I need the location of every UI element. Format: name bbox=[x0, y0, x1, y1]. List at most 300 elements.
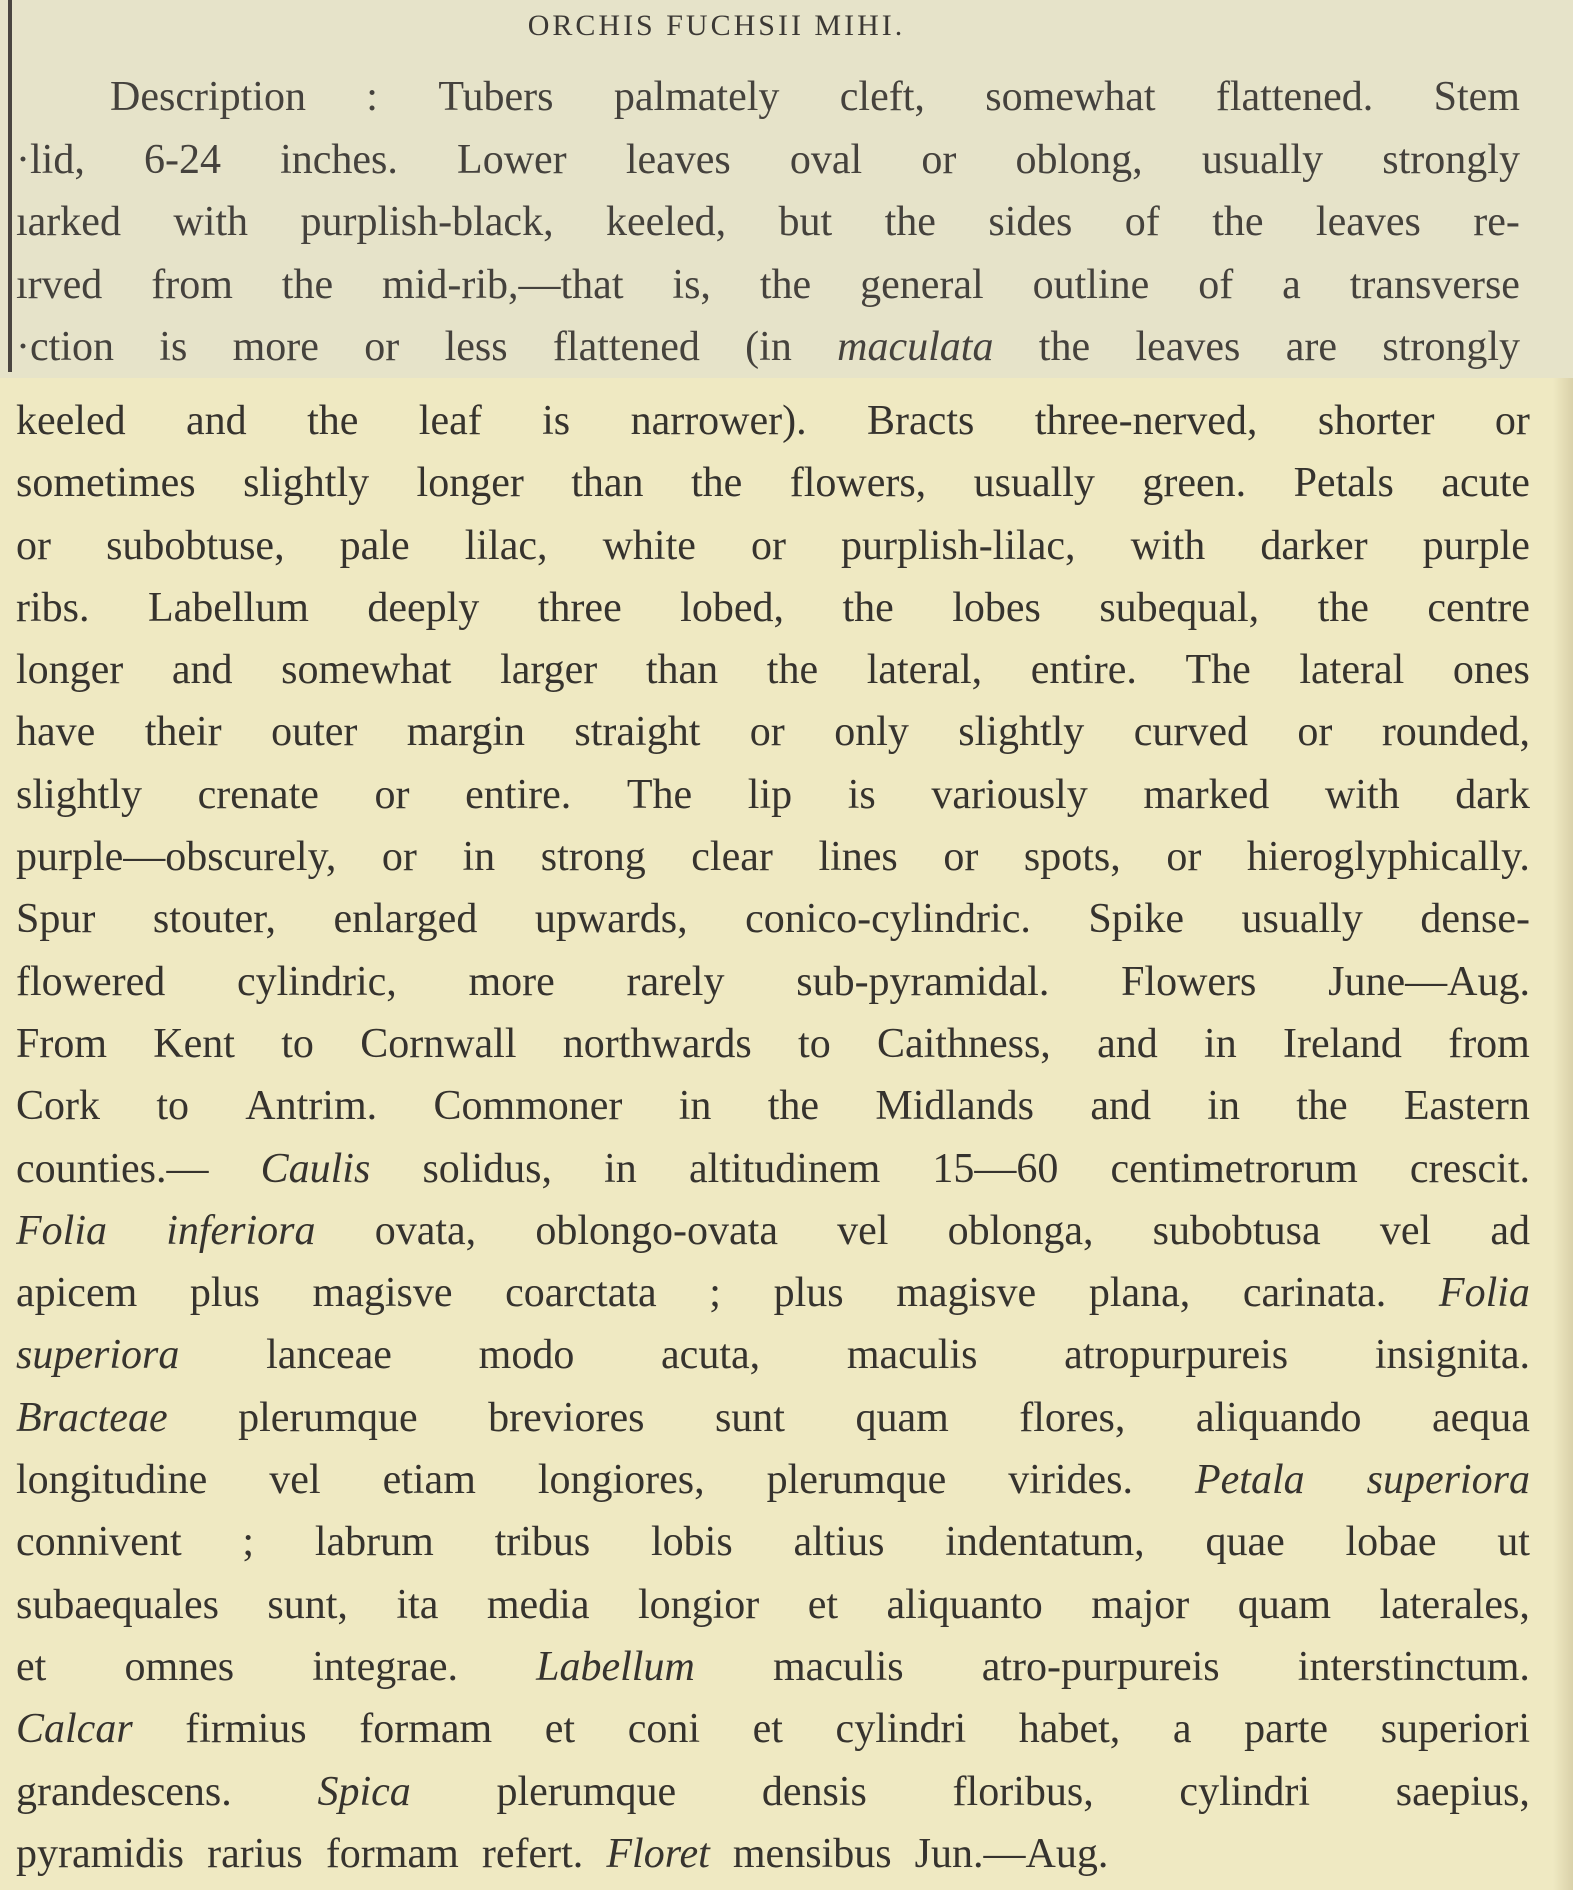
word: purplish-lilac, bbox=[841, 522, 1076, 569]
word: to bbox=[281, 1020, 314, 1067]
word: dark bbox=[1455, 771, 1530, 818]
word: Tubers bbox=[438, 74, 554, 120]
word: lanceae bbox=[266, 1332, 392, 1379]
word: the bbox=[307, 398, 359, 444]
word: subequal, bbox=[1099, 584, 1260, 631]
word: Commoner bbox=[433, 1083, 623, 1130]
word: flowered bbox=[16, 958, 166, 1005]
word: three-nerved, bbox=[1034, 398, 1258, 444]
word: crenate bbox=[197, 771, 319, 818]
word: the bbox=[884, 199, 936, 245]
word: labrum bbox=[314, 1519, 434, 1566]
word: hieroglyphically. bbox=[1246, 834, 1530, 881]
word: white bbox=[602, 522, 696, 569]
word: Antrim. bbox=[245, 1083, 378, 1130]
word: usually bbox=[973, 460, 1095, 507]
description-paragraph-top bbox=[16, 66, 1520, 379]
word: leaves bbox=[1315, 199, 1421, 245]
word: dense- bbox=[1420, 896, 1530, 943]
word: Cork bbox=[16, 1083, 100, 1130]
word: with bbox=[1324, 771, 1400, 818]
word: Cornwall bbox=[360, 1020, 517, 1067]
word: strong bbox=[540, 834, 646, 881]
word: ırved bbox=[16, 261, 103, 308]
text-line bbox=[16, 701, 1530, 763]
word: atro-purpureis bbox=[981, 1643, 1220, 1690]
word: Lower bbox=[457, 136, 567, 183]
word: From bbox=[16, 1020, 108, 1067]
word: flattened. bbox=[1215, 74, 1374, 120]
italic-word: Spica bbox=[317, 1768, 411, 1815]
word: narrower). bbox=[630, 398, 807, 444]
word: less bbox=[444, 324, 508, 370]
word: flattened bbox=[552, 324, 700, 370]
word: ovata, bbox=[374, 1207, 477, 1254]
word: oval bbox=[789, 136, 863, 183]
text-line bbox=[16, 826, 1530, 888]
word: aliquanto bbox=[886, 1581, 1043, 1628]
word: upwards, bbox=[534, 896, 688, 943]
italic-word: superiora bbox=[1366, 1457, 1530, 1504]
word: altius bbox=[793, 1519, 885, 1566]
text-line bbox=[16, 66, 1520, 129]
text-line bbox=[16, 515, 1530, 577]
word: slightly bbox=[958, 709, 1085, 756]
word: acute bbox=[1441, 460, 1530, 507]
word: lateral, bbox=[866, 647, 983, 694]
word: cylindric, bbox=[237, 958, 397, 1005]
word: ones bbox=[1452, 647, 1530, 694]
word: firmius bbox=[185, 1706, 307, 1753]
word: grandescens. bbox=[16, 1768, 232, 1815]
word: only bbox=[834, 709, 909, 756]
word: or bbox=[750, 522, 786, 569]
word: breviores bbox=[488, 1394, 645, 1441]
word: quam bbox=[1237, 1581, 1332, 1628]
word: purplish-black, bbox=[300, 199, 554, 245]
text-line bbox=[16, 1200, 1530, 1262]
word: or bbox=[374, 771, 410, 818]
italic-word: superiora bbox=[16, 1332, 180, 1379]
word: outer bbox=[271, 709, 358, 756]
word: longior bbox=[637, 1581, 760, 1628]
word: three bbox=[537, 584, 622, 631]
word: somewhat bbox=[985, 74, 1156, 120]
word: ad bbox=[1490, 1207, 1530, 1254]
word: carinata. bbox=[1242, 1270, 1387, 1317]
word: aequa bbox=[1431, 1394, 1530, 1441]
word: subobtuse, bbox=[106, 522, 285, 569]
word: superiori bbox=[1380, 1706, 1530, 1753]
text-line bbox=[16, 1761, 1530, 1823]
word: northwards bbox=[562, 1020, 752, 1067]
word: conico-cylindric. bbox=[745, 896, 1031, 943]
italic-word: Floret bbox=[606, 1830, 710, 1877]
word: etiam bbox=[382, 1457, 476, 1504]
word: than bbox=[571, 460, 644, 507]
word: or bbox=[1494, 398, 1530, 444]
word: or bbox=[921, 136, 957, 183]
word: or bbox=[381, 834, 417, 881]
word: outline bbox=[1032, 261, 1150, 308]
text-line bbox=[16, 191, 1520, 254]
word: pale bbox=[339, 522, 410, 569]
word: quam bbox=[855, 1394, 949, 1441]
word: mensibus bbox=[732, 1830, 892, 1877]
text-line bbox=[16, 390, 1530, 452]
word: cylindri bbox=[835, 1706, 967, 1753]
word: the bbox=[759, 261, 812, 308]
text-line bbox=[16, 1698, 1530, 1760]
word: general bbox=[860, 261, 984, 308]
word: tribus bbox=[494, 1519, 591, 1566]
word: vel bbox=[837, 1207, 889, 1254]
italic-word: Bracteae bbox=[16, 1394, 168, 1441]
word: vel bbox=[269, 1457, 321, 1504]
word: maculis bbox=[846, 1332, 978, 1379]
word: darker bbox=[1260, 522, 1368, 569]
word: strongly bbox=[1382, 324, 1520, 370]
word: the bbox=[1212, 199, 1264, 245]
word: and bbox=[171, 647, 233, 694]
word: et bbox=[544, 1706, 576, 1753]
word: refert. bbox=[481, 1830, 584, 1877]
word: The bbox=[626, 771, 693, 818]
word: subobtusa bbox=[1152, 1207, 1321, 1254]
word: and bbox=[1090, 1083, 1151, 1130]
word: in bbox=[604, 1145, 637, 1192]
word: curved bbox=[1133, 709, 1248, 756]
word: integrae. bbox=[312, 1643, 458, 1690]
word: subaequales bbox=[16, 1581, 219, 1628]
word: in bbox=[462, 834, 496, 881]
italic-word: Calcar bbox=[16, 1706, 133, 1753]
text-line bbox=[16, 1324, 1530, 1386]
word: ut bbox=[1497, 1519, 1530, 1566]
word: is bbox=[159, 324, 188, 370]
word: a bbox=[1282, 261, 1301, 308]
word: the bbox=[842, 584, 894, 631]
word: Description bbox=[110, 74, 306, 120]
text-line bbox=[16, 888, 1530, 950]
word: usually bbox=[1241, 896, 1363, 943]
word: Ireland bbox=[1282, 1020, 1402, 1067]
word: counties.— bbox=[16, 1145, 209, 1192]
text-line bbox=[16, 1823, 1530, 1885]
word: centre bbox=[1427, 584, 1530, 631]
word: leaf bbox=[418, 398, 482, 444]
word: ·ction bbox=[16, 324, 114, 370]
word: saepius, bbox=[1395, 1768, 1530, 1815]
word: Bracts bbox=[867, 398, 975, 444]
word: rarely bbox=[626, 958, 725, 1005]
word: magisve bbox=[312, 1270, 453, 1317]
word: deeply bbox=[367, 584, 480, 631]
text-line bbox=[16, 1511, 1530, 1573]
word: Labellum bbox=[147, 584, 309, 631]
word: lateral bbox=[1299, 647, 1405, 694]
word: to bbox=[156, 1083, 189, 1130]
word: in bbox=[1207, 1083, 1240, 1130]
word: lobes bbox=[952, 584, 1041, 631]
word: Petals bbox=[1293, 460, 1394, 507]
word: oblongo-ovata bbox=[535, 1207, 778, 1254]
word: and bbox=[186, 398, 247, 444]
description-paragraph-bottom bbox=[16, 390, 1530, 1885]
word: longiores, bbox=[537, 1457, 705, 1504]
word: ; bbox=[709, 1270, 721, 1317]
word: the bbox=[767, 1083, 820, 1130]
word: lines bbox=[818, 834, 898, 881]
word: (in bbox=[745, 324, 792, 370]
word: in bbox=[678, 1083, 712, 1130]
word: strongly bbox=[1382, 136, 1520, 183]
word: the bbox=[690, 460, 743, 507]
word: lobed, bbox=[680, 584, 784, 631]
word: green. bbox=[1142, 460, 1247, 507]
word: crescit. bbox=[1409, 1145, 1530, 1192]
text-line bbox=[16, 1262, 1530, 1324]
word: variously bbox=[931, 771, 1088, 818]
word: the bbox=[766, 647, 819, 694]
word: inches. bbox=[280, 136, 398, 183]
italic-word: Petala bbox=[1194, 1457, 1305, 1504]
italic-word: maculata bbox=[837, 324, 994, 370]
word: keeled bbox=[16, 398, 126, 444]
word: or bbox=[943, 834, 979, 881]
word: maculis bbox=[772, 1643, 904, 1690]
word: coni bbox=[627, 1706, 701, 1753]
word: media bbox=[486, 1581, 590, 1628]
word: cylindri bbox=[1179, 1768, 1311, 1815]
word: insignita. bbox=[1374, 1332, 1530, 1379]
word: straight bbox=[574, 709, 701, 756]
text-line bbox=[16, 1013, 1530, 1075]
text-line bbox=[16, 1449, 1530, 1511]
word: margin bbox=[406, 709, 525, 756]
word: the bbox=[1038, 324, 1091, 370]
text-line bbox=[16, 764, 1530, 826]
page-gutter-shadow bbox=[1553, 378, 1573, 1890]
word: June—Aug. bbox=[1328, 958, 1530, 1005]
word: the bbox=[281, 261, 334, 308]
word: the bbox=[1317, 584, 1369, 631]
word: re- bbox=[1473, 199, 1520, 245]
word: oblonga, bbox=[947, 1207, 1094, 1254]
italic-word: Folia bbox=[1438, 1270, 1530, 1317]
word: transverse bbox=[1349, 261, 1520, 308]
word: Jun.—Aug. bbox=[914, 1830, 1109, 1877]
word: Spike bbox=[1088, 896, 1185, 943]
word: plus bbox=[189, 1270, 260, 1317]
word: plerumque bbox=[766, 1457, 947, 1504]
word: lobis bbox=[651, 1519, 733, 1566]
word: mid-rib,—that bbox=[382, 261, 624, 308]
word: Caithness, bbox=[876, 1020, 1051, 1067]
word: et bbox=[752, 1706, 783, 1753]
text-line bbox=[16, 951, 1530, 1013]
word: et bbox=[807, 1581, 839, 1628]
word: somewhat bbox=[281, 647, 452, 694]
word: interstinctum. bbox=[1297, 1643, 1530, 1690]
italic-word: Caulis bbox=[260, 1145, 371, 1192]
word: usually bbox=[1201, 136, 1324, 183]
word: lilac, bbox=[464, 522, 548, 569]
word: vel bbox=[1379, 1207, 1432, 1254]
word: purple bbox=[1422, 522, 1530, 569]
word: quae bbox=[1205, 1519, 1285, 1566]
word: of bbox=[1124, 199, 1160, 245]
word: formam bbox=[359, 1706, 493, 1753]
word: of bbox=[1198, 261, 1234, 308]
word: marked bbox=[1143, 771, 1270, 818]
text-line bbox=[16, 452, 1530, 514]
word: palmately bbox=[613, 74, 780, 120]
italic-word: Labellum bbox=[536, 1643, 695, 1690]
text-line bbox=[16, 639, 1530, 701]
word: : bbox=[366, 74, 378, 120]
word: floribus, bbox=[952, 1768, 1094, 1815]
word: ita bbox=[396, 1581, 439, 1628]
word: flowers, bbox=[789, 460, 927, 507]
word: Spur bbox=[16, 896, 96, 943]
word: with bbox=[173, 199, 249, 245]
word: solidus, bbox=[422, 1145, 552, 1192]
word: oblong, bbox=[1015, 136, 1143, 183]
word: a bbox=[1172, 1706, 1192, 1753]
word: plerumque bbox=[496, 1768, 677, 1815]
word: with bbox=[1130, 522, 1206, 569]
word: and bbox=[1097, 1020, 1158, 1067]
word: densis bbox=[761, 1768, 867, 1815]
word: leaves bbox=[625, 136, 731, 183]
word: atropurpureis bbox=[1064, 1332, 1289, 1379]
word: 15—60 bbox=[932, 1145, 1059, 1192]
word: or bbox=[1166, 834, 1202, 881]
word: their bbox=[144, 709, 222, 756]
page-title: ORCHIS FUCHSII MIHI. bbox=[527, 9, 906, 42]
word: stouter, bbox=[152, 896, 276, 943]
word: The bbox=[1185, 647, 1251, 694]
word: indentatum, bbox=[945, 1519, 1145, 1566]
word: altitudinem bbox=[688, 1145, 881, 1192]
word: rounded, bbox=[1381, 709, 1530, 756]
word: habet, bbox=[1018, 1706, 1121, 1753]
page-header bbox=[0, 4, 1573, 48]
word: 6-24 bbox=[143, 136, 221, 183]
word: modo bbox=[478, 1332, 575, 1379]
word: larger bbox=[500, 647, 598, 694]
word: sunt, bbox=[267, 1581, 348, 1628]
word: plerumque bbox=[238, 1394, 418, 1441]
word: ·lid, bbox=[16, 136, 85, 183]
word: are bbox=[1285, 324, 1337, 370]
word: centimetrorum bbox=[1110, 1145, 1358, 1192]
word: pyramidis bbox=[16, 1830, 184, 1877]
word: or bbox=[16, 522, 51, 569]
word: slightly bbox=[16, 771, 143, 818]
word: flores, bbox=[1019, 1394, 1126, 1441]
word: purple—obscurely, bbox=[16, 834, 337, 881]
word: major bbox=[1091, 1581, 1190, 1628]
word: longitudine bbox=[16, 1457, 208, 1504]
word: or bbox=[364, 324, 400, 370]
word: enlarged bbox=[333, 896, 478, 943]
word: magisve bbox=[896, 1270, 1037, 1317]
word: plus bbox=[773, 1270, 844, 1317]
word: leaves bbox=[1135, 324, 1241, 370]
word: than bbox=[645, 647, 719, 694]
word: coarctata bbox=[505, 1270, 657, 1317]
word: clear bbox=[691, 834, 773, 881]
word: keeled, bbox=[606, 199, 727, 245]
text-line bbox=[16, 1387, 1530, 1449]
word: ıarked bbox=[16, 199, 121, 245]
word: aliquando bbox=[1195, 1394, 1362, 1441]
word: sides bbox=[988, 199, 1073, 245]
word: laterales, bbox=[1379, 1581, 1530, 1628]
word: shorter bbox=[1317, 398, 1435, 444]
text-line bbox=[16, 1138, 1530, 1200]
italic-word: inferiora bbox=[166, 1207, 316, 1254]
word: spots, bbox=[1023, 834, 1121, 881]
word: cleft, bbox=[839, 74, 925, 120]
italic-word: Folia bbox=[16, 1207, 107, 1254]
word: Eastern bbox=[1403, 1083, 1530, 1130]
word: the bbox=[1296, 1083, 1348, 1130]
text-line bbox=[16, 1636, 1530, 1698]
word: omnes bbox=[124, 1643, 235, 1690]
word: apicem bbox=[16, 1270, 138, 1317]
word: longer bbox=[416, 460, 524, 507]
word: connivent bbox=[16, 1519, 182, 1566]
word: et bbox=[16, 1643, 47, 1690]
word: acuta, bbox=[661, 1332, 761, 1379]
word: sunt bbox=[714, 1394, 785, 1441]
word: more bbox=[468, 958, 555, 1005]
word: sometimes bbox=[16, 460, 196, 507]
word: rarius bbox=[207, 1830, 303, 1877]
word: slightly bbox=[243, 460, 370, 507]
text-line bbox=[16, 577, 1530, 639]
word: have bbox=[16, 709, 96, 756]
word: longer bbox=[16, 647, 124, 694]
word: entire. bbox=[465, 771, 572, 818]
word: more bbox=[232, 324, 319, 370]
text-line bbox=[16, 1075, 1530, 1137]
word: or bbox=[749, 709, 785, 756]
page-binding-edge bbox=[8, 0, 12, 372]
word: is bbox=[847, 771, 876, 818]
word: Kent bbox=[153, 1020, 235, 1067]
word: parte bbox=[1244, 1706, 1329, 1753]
word: is bbox=[542, 398, 571, 444]
word: from bbox=[151, 261, 233, 308]
word: to bbox=[798, 1020, 831, 1067]
word: but bbox=[778, 199, 833, 245]
word: entire. bbox=[1030, 647, 1137, 694]
word: lobae bbox=[1345, 1519, 1437, 1566]
word: from bbox=[1448, 1020, 1530, 1067]
word: ribs. bbox=[16, 584, 90, 631]
text-line bbox=[16, 254, 1520, 317]
word: ; bbox=[242, 1519, 255, 1566]
word: Flowers bbox=[1121, 958, 1257, 1005]
text-line bbox=[16, 129, 1520, 192]
word: lip bbox=[747, 771, 793, 818]
word: Stem bbox=[1433, 74, 1520, 120]
word: plana, bbox=[1088, 1270, 1191, 1317]
